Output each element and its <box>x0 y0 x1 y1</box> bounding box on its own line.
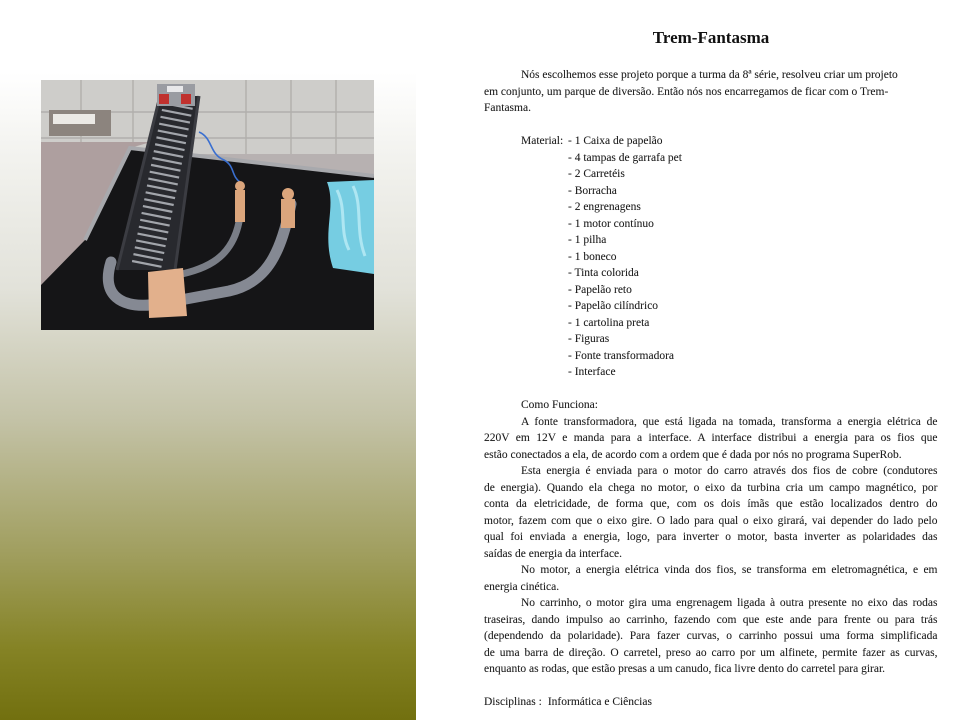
material-item <box>568 331 938 348</box>
line-text: traseiras, dando impulso ao carrinho, fazendo com que este ande para frente ou para trás <box>484 613 938 626</box>
line-text: qual foi enviada a energia, logo, para inverter o motor, basta inverter as polaridades das <box>484 531 938 543</box>
material-list <box>484 133 938 381</box>
intro-line <box>484 67 938 84</box>
material-label: Material: <box>521 135 564 147</box>
line-text: Nós escolhemos esse projeto porque a turma da 8ª série, resolveu criar um projeto <box>521 69 898 81</box>
line-text: saídas de energia da interface. <box>484 547 623 560</box>
project-photo <box>41 80 374 330</box>
line-text: - 1 Caixa de papelão <box>568 135 663 147</box>
shelf-box <box>49 110 111 136</box>
toy-car-top <box>167 86 183 92</box>
cutout-box <box>148 268 187 318</box>
disciplinas-label: Disciplinas : <box>484 696 542 708</box>
line-text: de energia). Quando ela chega no motor, o eixo da turbina cria um campo magnético, por <box>484 481 938 494</box>
paragraph-line <box>484 430 938 447</box>
material-item <box>568 199 938 216</box>
paragraph-line <box>484 447 938 464</box>
blank-line <box>484 678 938 695</box>
disciplinas-line <box>484 694 938 711</box>
section-heading <box>484 397 938 414</box>
material-item <box>568 232 938 249</box>
toy-car <box>157 84 195 106</box>
line-text: - Papelão cilíndrico <box>568 300 659 312</box>
intro-line <box>484 84 938 101</box>
line-text: - 2 engrenagens <box>568 201 641 213</box>
cutout-figure <box>281 188 295 228</box>
cutout-figure-head <box>282 188 294 200</box>
document-title: Trem-Fantasma <box>652 28 770 47</box>
blue-sheet <box>327 180 374 274</box>
cutout-figure-body <box>281 199 295 228</box>
paragraph-line <box>484 645 938 662</box>
cutout-figure-head <box>235 181 245 191</box>
line-text: - 4 tampas de garrafa pet <box>568 151 682 164</box>
line-text: motor, fazem com que o eixo gire. O lado para qual o eixo girará, vai depender do lado pelo <box>484 514 938 527</box>
blank-line <box>484 117 938 134</box>
line-text: Fantasma. <box>484 102 531 114</box>
paragraph-line <box>484 661 938 678</box>
blank-line <box>484 381 938 398</box>
line-text: em conjunto, um parque de diversão. Então nós nos encarregamos de ficar com o Trem- <box>484 85 889 98</box>
shelf-box-label <box>53 114 95 124</box>
material-item <box>568 166 938 183</box>
material-item <box>568 133 938 150</box>
line-text: (dependendo da polaridade). Para fazer curvas, o carrinho possui uma forma simplificada <box>484 630 938 642</box>
paragraph-line <box>484 480 938 497</box>
material-item <box>568 298 938 315</box>
paragraph-line <box>484 463 938 480</box>
material-item <box>568 183 938 200</box>
blue-sheet-surface <box>327 180 374 274</box>
line-text: - Papelão reto <box>568 283 632 296</box>
cutout-figure <box>235 181 245 222</box>
toy-car-part-right <box>181 94 191 104</box>
paragraph-line <box>484 628 938 645</box>
line-text: - Figuras <box>568 333 610 345</box>
disciplinas-value: Informática e Ciências <box>547 696 652 708</box>
paragraph-line <box>484 562 938 579</box>
toy-car-part-left <box>159 94 169 104</box>
paragraph-line <box>484 546 938 563</box>
line-text: energia cinética. <box>484 580 560 593</box>
paragraph-line <box>484 513 938 530</box>
line-text: A fonte transformadora, que está ligada na tomada, transforma a energia elétrica de <box>521 415 938 428</box>
line-text: - 1 cartolina preta <box>568 316 650 329</box>
paragraph-line <box>484 529 938 546</box>
cutout-figure-body <box>235 190 245 222</box>
line-text: - Borracha <box>568 184 617 197</box>
material-item <box>568 282 938 299</box>
material-item <box>568 150 938 167</box>
document-body <box>484 67 938 711</box>
line-text: Esta energia é enviada para o motor do carro através dos fios de cobre (condutores <box>521 465 938 477</box>
line-text: No motor, a energia elétrica vinda dos fios, se transforma em eletromagnética, e em <box>521 564 938 576</box>
line-text: Como Funciona: <box>521 399 598 411</box>
paragraph-line <box>484 612 938 629</box>
material-item <box>568 315 938 332</box>
line-text: - Tinta colorida <box>568 267 639 279</box>
material-item <box>568 265 938 282</box>
line-text: estão conectados a ela, de acordo com a ordem que é dada por nós no programa SuperRob. <box>484 448 902 461</box>
material-item <box>568 216 938 233</box>
line-text: conta da eletricidade, de forma que, com os dois ímãs que estão localizados dentro do <box>484 498 938 510</box>
line-text: No carrinho, o motor gira uma engrenagem ligada à outra presente no eixo das rodas <box>521 597 938 609</box>
paragraph-line <box>484 414 938 431</box>
line-text: - 1 pilha <box>568 234 607 246</box>
line-text: - Fonte transformadora <box>568 349 675 362</box>
material-item <box>568 364 938 381</box>
line-text: 220V em 12V e manda para a interface. A interface distribui a energia para os fios que <box>484 432 938 444</box>
line-text: enquanto as rodas, que estão presas a um canudo, fica livre dento do carretel para girar. <box>484 663 886 675</box>
intro-line <box>484 100 938 117</box>
line-text: de uma barra de direção. O carretel, preso ao carro por um alfinete, permite fazer as curvas, <box>484 646 938 659</box>
paragraph-line <box>484 595 938 612</box>
paragraph-line <box>484 496 938 513</box>
line-text: - 1 boneco <box>568 250 617 263</box>
paragraph-line <box>484 579 938 596</box>
line-text: - Interface <box>568 366 616 378</box>
line-text: - 1 motor contínuo <box>568 217 654 230</box>
line-text: - 2 Carretéis <box>568 168 625 180</box>
material-item <box>568 249 938 266</box>
material-item <box>568 348 938 365</box>
